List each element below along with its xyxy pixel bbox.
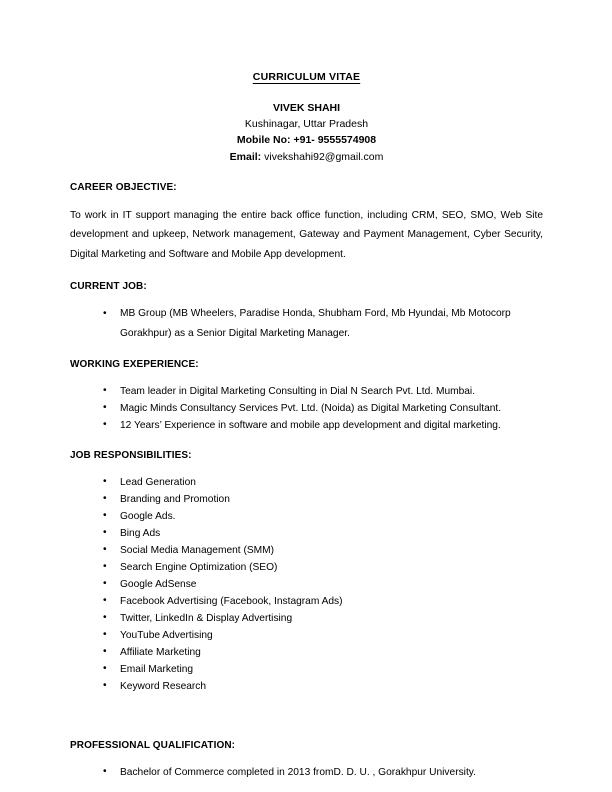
contact-header — [70, 100, 543, 165]
list-item — [70, 559, 543, 576]
list-item — [70, 593, 543, 610]
email-label: Email: — [229, 150, 262, 163]
bullet-icon: • — [103, 766, 107, 778]
list-item-text: Bachelor of Commerce completed in 2013 fromD. D. U. , Gorakhpur University. — [120, 767, 476, 779]
bullet-icon: • — [103, 629, 107, 641]
document-title-text: CURRICULUM VITAE — [252, 71, 361, 83]
bullet-icon: • — [103, 663, 107, 675]
section-heading-job-responsibilities: JOB RESPONSIBILITIES: — [70, 450, 192, 462]
list-item — [70, 678, 543, 695]
list-item — [70, 627, 543, 644]
candidate-email — [70, 149, 543, 165]
list-item-text: YouTube Advertising — [120, 630, 213, 642]
list-item — [70, 491, 543, 508]
list-item-text: Lead Generation — [120, 477, 196, 489]
bullet-icon: • — [103, 595, 107, 607]
working-experience-list — [70, 383, 543, 434]
list-item — [70, 400, 543, 417]
list-item-text: Bing Ads — [120, 528, 161, 540]
bullet-icon: • — [103, 493, 107, 505]
list-item — [70, 508, 543, 525]
bullet-icon: • — [103, 680, 107, 692]
mobile-value: +91- 9555574908 — [290, 134, 377, 147]
candidate-location: Kushinagar, Uttar Pradesh — [244, 118, 369, 131]
section-heading-working-experience: WORKING EXEPERIENCE: — [70, 359, 199, 371]
bullet-icon: • — [103, 476, 107, 488]
list-item-text: Team leader in Digital Marketing Consulting in Dial N Search Pvt. Ltd. Mumbai. — [120, 386, 476, 398]
candidate-name: VIVEK SHAHI — [272, 102, 341, 114]
list-item-text: MB Group (MB Wheelers, Paradise Honda, Shubham Ford, Mb Hyundai, Mb Motocorp Gorakhpur) as a Senior Digital Marketing Manager. — [120, 308, 511, 339]
bullet-icon: • — [103, 385, 107, 397]
bullet-icon: • — [103, 561, 107, 573]
list-item-text: Branding and Promotion — [120, 494, 230, 506]
list-item — [70, 383, 543, 400]
bullet-icon: • — [103, 612, 107, 624]
list-item — [70, 542, 543, 559]
list-item-text: Google AdSense — [120, 579, 197, 591]
bullet-icon: • — [103, 578, 107, 590]
candidate-mobile — [70, 132, 543, 148]
list-item-text: Affiliate Marketing — [120, 647, 201, 659]
professional-qualification-list — [70, 764, 543, 781]
mobile-label: Mobile No: — [236, 134, 291, 147]
current-job-list — [70, 304, 543, 343]
list-item-text: Email Marketing — [120, 664, 194, 676]
section-heading-current-job: CURRENT JOB: — [70, 281, 147, 293]
list-item — [70, 610, 543, 627]
list-item — [70, 661, 543, 678]
list-item — [70, 474, 543, 491]
document-content — [70, 0, 543, 781]
list-item — [70, 576, 543, 593]
job-responsibilities-list — [70, 474, 543, 695]
list-item — [70, 764, 543, 781]
list-item-text: Facebook Advertising (Facebook, Instagram Ads) — [120, 596, 343, 608]
section-heading-professional-qualification: PROFESSIONAL QUALIFICATION: — [70, 740, 236, 752]
section-heading-career-objective: CAREER OBJECTIVE: — [70, 181, 177, 193]
list-item — [70, 525, 543, 542]
bullet-icon: • — [103, 544, 107, 556]
list-item — [70, 644, 543, 661]
bullet-icon: • — [103, 419, 107, 431]
bullet-icon: • — [103, 510, 107, 522]
list-item-text: Google Ads. — [120, 511, 176, 523]
document-title — [70, 71, 543, 84]
bullet-icon: • — [103, 308, 107, 320]
list-item-text: Keyword Research — [120, 681, 207, 693]
list-item-text: Twitter, LinkedIn & Display Advertising — [120, 613, 293, 625]
email-value: vivekshahi92@gmail.com — [261, 150, 384, 163]
list-item-text: Social Media Management (SMM) — [120, 545, 275, 557]
list-item — [70, 417, 543, 434]
career-objective-paragraph: To work in IT support managing the entire back office function, including CRM, SEO, SMO, Web Site development and upkeep, Network management, Gateway and Payment Management, Cyber Security, Digital Marketing and Software and Mobile App development. — [70, 209, 543, 260]
bullet-icon: • — [103, 402, 107, 414]
bullet-icon: • — [103, 527, 107, 539]
list-item-text: 12 Years’ Experience in software and mobile app development and digital marketing. — [120, 420, 501, 432]
list-item-text: Search Engine Optimization (SEO) — [120, 562, 278, 574]
list-item-text: Magic Minds Consultancy Services Pvt. Ltd. (Noida) as Digital Marketing Consultant. — [120, 403, 502, 415]
list-item — [70, 304, 543, 343]
bullet-icon: • — [103, 646, 107, 658]
